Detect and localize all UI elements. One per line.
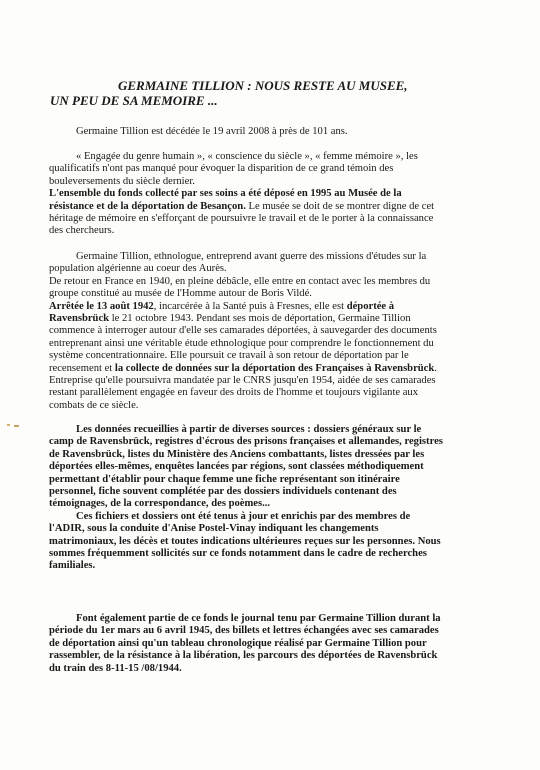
intro-paragraph: Germaine Tillion est décédée le 19 avril 2008 à près de 101 ans. (76, 126, 348, 137)
biography-paragraph: Germaine Tillion, ethnologue, entreprend avant guerre des missions d'études sur la population algérienne au coeur des Aurès. De retour en France en 1940, en pleine débâcle, elle entre en contact avec les membres du groupe constitué au musée de l'Homme autour de Boris Vildé. Arrêtée le 13 août 1942, incarcérée à la Santé puis à Fresnes, elle est déportée à Ravensbrück le 21 octobre 1943. Pendant ses mois de déportation, Germaine Tillion commence à interroger autour d'elle ses camarades déportées, à sauvegarder des documents entreprenant ainsi une véritable étude ethnologique pour comprendre le fonctionnement du système concentrationnaire. Elle poursuit ce travail à son retour de déportation par le recensement et la collecte de données sur la déportation des Françaises à Ravensbrück. Entreprise qu'elle poursuivra mandatée par le CNRS jusqu'en 1954, aidée de ses camarades restant parallèlement engagée en faveur des droits de l'homme et toujours vigilante aux combats de ce siècle. (49, 251, 437, 411)
title-line-2: UN PEU DE SA MEMOIRE ... (50, 93, 218, 108)
stain-dot (7, 424, 10, 426)
paper-stain-mark (7, 424, 21, 428)
tribute-paragraph: « Engagée du genre humain », « conscience du siècle », « femme mémoire », les qualificatifs n'ont pas manqué pour évoquer la disparition de ce grand témoin des bouleversements du siècle dernier. L'ensemble du fonds collecté par ses soins a été déposé en 1995 au Musée de la résistance et de la déportation de Besançon. Le musée se doit de se montrer digne de cet héritage de mémoire en s'efforçant de poursuivre le travail et de le porter à la connaissance des chercheurs. (49, 151, 435, 237)
stain-dot (14, 425, 19, 427)
archive-paragraph: Font également partie de ce fonds le journal tenu par Germaine Tillion durant la période du 1er mars au 6 avril 1945, des billets et lettres échangées avec ses camarades de déportation ainsi qu'un tableau chronologique réalisé par Germaine Tillion pour rassembler, de la résistance à la libération, les parcours des déportées de Ravensbrück du train des 8-11-15 /08/1944. (49, 613, 441, 674)
document-title (50, 78, 470, 108)
sources-paragraph: Les données recueillies à partir de diverses sources : dossiers généraux sur le camp de Ravensbrück, registres d'écrous des prisons françaises et allemandes, registres de Ravensbrück, listes du Ministère des Anciens combattants, listes dressées par les déportées elles-mêmes, enquêtes lancées par régions, sont classées méthodiquement permettant d'établir pour chaque femme une fiche représentant son itinéraire personnel, fiche souvent complétée par des dossiers individuels contenant des témoignages, de la correspondance, des poèmes... Ces fichiers et dossiers ont été tenus à jour et enrichis par des membres de l'ADIR, sous la conduite d'Anise Postel-Vinay indiquant les changements matrimoniaux, les décès et toutes indications ultérieures reçues sur les personnes. Nous sommes fréquemment sollicités sur ce fonds notamment dans le cadre de recherches familiales. (49, 424, 443, 572)
title-line-1: GERMAINE TILLION : NOUS RESTE AU MUSEE, (118, 78, 408, 93)
